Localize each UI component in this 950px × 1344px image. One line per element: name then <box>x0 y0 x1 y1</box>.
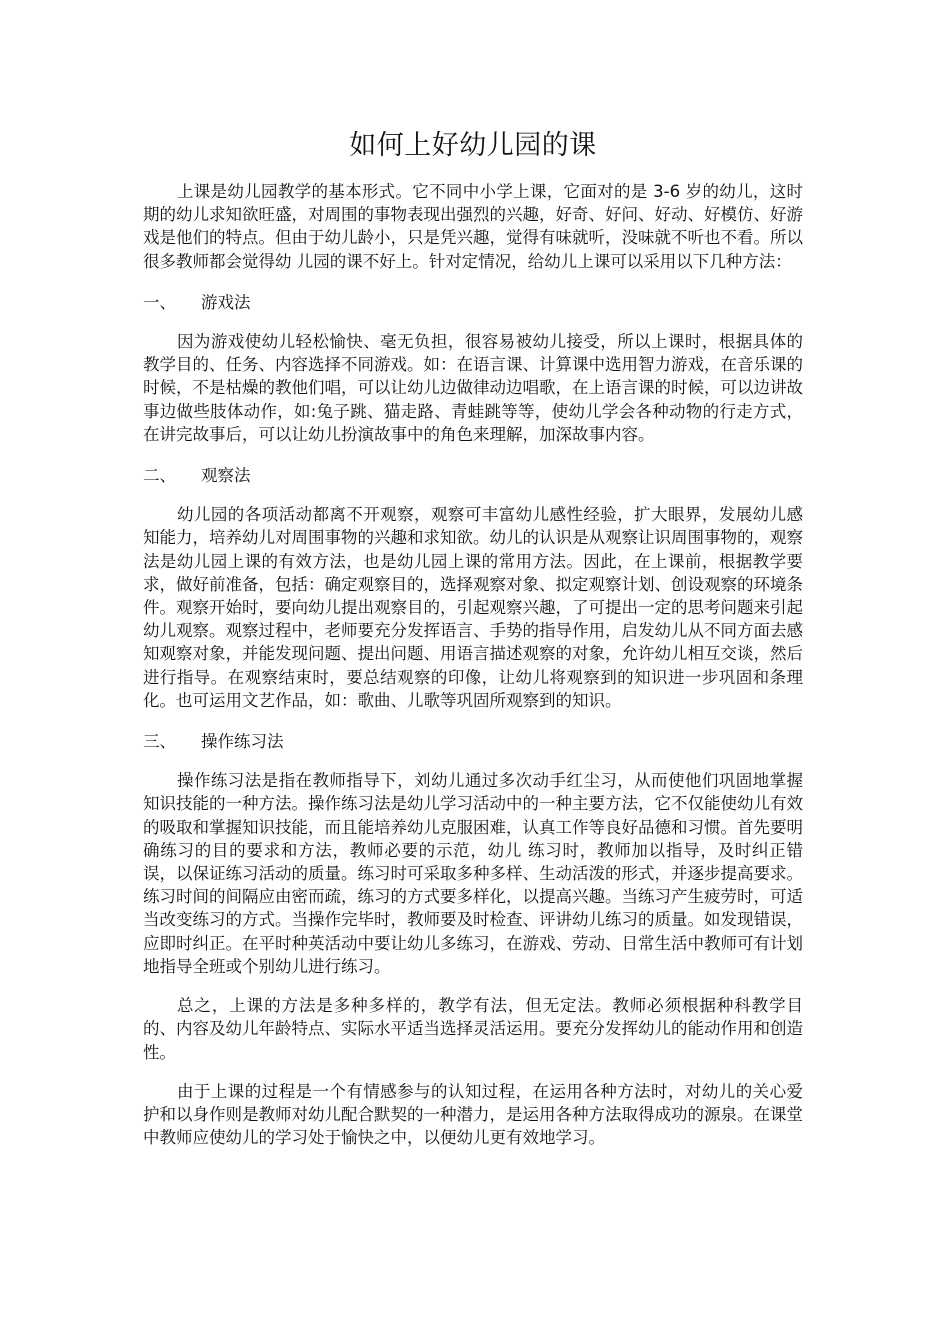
conclusion-paragraph-1: 总之，上课的方法是多种多样的，教学有法，但无定法。教师必须根据种科教学目的、内容及幼儿年龄特点、实际水平适当选择灵活运用。要充分发挥幼儿的能动作用和创造性。 <box>143 996 803 1062</box>
section-title: 游戏法 <box>201 292 251 312</box>
paragraph-gap <box>143 978 803 994</box>
section-number: 二、 <box>143 466 176 486</box>
section-body-3: 操作练习法是指在教师指导下，刘幼儿通过多次动手红尘习，从而使他们巩固地掌握知识技能的一种方法。操作练习法是幼儿学习活动中的一种主要方法，它不仅能使幼儿有效的吸取和掌握知识技能，而且能培养幼儿克服困难，认真工作等良好品德和习惯。首先要明确练习的目的要求和方法，教师必要的示范，幼儿 练习时，教师加以指导，及时纠正错误，以保证练习活动的质量。练习时可采取多种多样、生动活泼的形式，并逐步提高要求。练习时间的间隔应由密而疏，练习的方式要多样化，以提高兴趣。当练习产生疲劳时，可适当改变练习的方式。当操作完毕时，教师要及时检查、评讲幼儿练习的质量。如发现错误，应即时纠正。在平时种英活动中要让幼儿多练习，在游戏、劳动、日常生活中教师可有计划地指导全班或个别幼儿进行练习。 <box>143 771 803 976</box>
intro-paragraph: 上课是幼儿园教学的基本形式。它不同中小学上课，它面对的是 3-6 岁的幼儿，这时期的幼儿求知欲旺盛，对周围的事物表现出强烈的兴趣，好奇、好问、好动、好模仿、好游戏是他们的特点。但由于幼儿龄小，只是凭兴趣，觉得有味就听，没味就不听也不看。所以很多教师都会觉得幼 儿园的课不好上。针对定情况，给幼儿上课可以采用以下几种方法： <box>143 182 803 271</box>
paragraph-gap <box>143 1064 803 1080</box>
section-title: 操作练习法 <box>201 732 284 752</box>
conclusion-paragraph-2: 由于上课的过程是一个有情感参与的认知过程，在运用各种方法时，对幼儿的关心爱护和以身作则是教师对幼儿配合默契的一种潜力，是运用各种方法取得成功的源泉。在课堂中教师应使幼儿的学习处于愉快之中，以便幼儿更有效地学习。 <box>143 1081 803 1148</box>
document-page <box>143 126 803 1149</box>
section-number: 一、 <box>143 292 176 312</box>
section-title: 观察法 <box>201 466 251 486</box>
section-heading-2 <box>143 464 803 487</box>
section-number: 三、 <box>143 732 176 752</box>
section-heading-1 <box>143 291 803 314</box>
section-heading-3 <box>143 730 803 753</box>
section-body-1: 因为游戏使幼儿轻松愉快、毫无负担，很容易被幼儿接受，所以上课时，根据具体的教学目的、任务、内容选择不同游戏。如：在语言课、计算课中选用智力游戏，在音乐课的时候，不是枯燥的教他们唱，可以让幼儿边做律动边唱歌，在上语言课的时候，可以边讲故事边做些肢体动作，如:兔子跳、猫走路、青蛙跳等等，使幼儿学会各种动物的行走方式，在讲完故事后，可以让幼儿扮演故事中的角色来理解，加深故事内容。 <box>143 332 803 444</box>
section-body-2: 幼儿园的各项活动都离不开观察，观察可丰富幼儿感性经验，扩大眼界，发展幼儿感知能力，培养幼儿对周围事物的兴趣和求知欲。幼儿的认识是从观察让识周围事物的，观察法是幼儿园上课的有效方法，也是幼儿园上课的常用方法。因此，在上课前，根据教学要求，做好前准备，包括：确定观察目的，选择观察对象、拟定观察计划、创设观察的环境条件。观察开始时，要向幼儿提出观察目的，引起观察兴趣，了可提出一定的思考问题来引起幼儿观察。观察过程中，老师要充分发挥语言、手势的指导作用，启发幼儿从不同方面去感知观察对象，并能发现问题、提出问题、用语言描述观察的对象，允许幼儿相互交谈，然后进行指导。在观察结束时，要总结观察的印像，让幼儿将观察到的知识进一步巩固和条理化。也可运用文艺作品，如：歌曲、儿歌等巩固所观察到的知识。 <box>143 505 803 710</box>
page-title: 如何上好幼儿园的课 <box>349 130 597 161</box>
